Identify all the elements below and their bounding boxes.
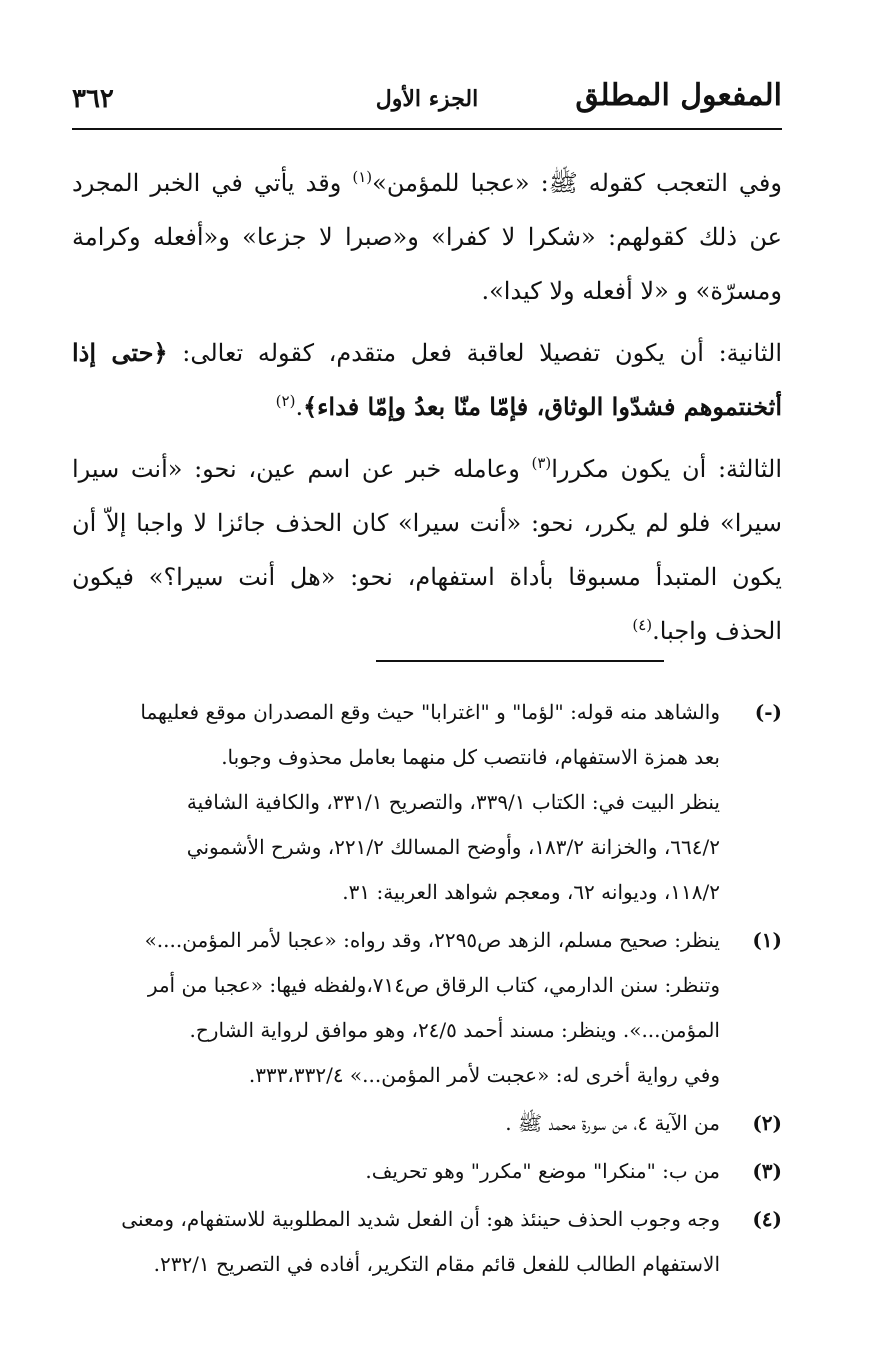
- footnote-line: ١١٨/٢، وديوانه ٦٢، ومعجم شواهد العربية: ٣١.: [342, 880, 720, 904]
- footnote-text: [72, 690, 720, 915]
- footnote-text: [72, 1197, 720, 1287]
- p2-text-b: .: [295, 393, 304, 421]
- footnote-ref-1: (١): [352, 168, 373, 186]
- footnote-item: [72, 690, 782, 915]
- footnote-item: [72, 1197, 782, 1287]
- footnote-ref-2: (٢): [275, 392, 296, 410]
- footnote-text: [72, 1101, 720, 1146]
- footnote-line: ينظر: صحيح مسلم، الزهد ص٢٢٩٥، وقد رواه: «عجبا لأمر المؤمن....»: [144, 928, 720, 952]
- paragraph-3: [72, 442, 782, 658]
- part-label: الجزء الأول: [375, 86, 479, 112]
- page-header: [72, 72, 782, 122]
- footnote-line: وتنظر: سنن الدارمي، كتاب الرقاق ص٧١٤،ولفظه فيها: «عجبا من أمر: [147, 973, 720, 997]
- p1-text-a: وفي التعجب كقوله ﷺ: «عجبا للمؤمن»: [372, 169, 782, 197]
- footnotes: [72, 690, 782, 1290]
- footnote-item: [72, 1101, 782, 1146]
- page-number: ٣٦٢: [72, 84, 114, 114]
- paragraph-1: [72, 156, 782, 318]
- p3-text-b: وعامله خبر عن اسم عين، نحو: «أنت سيرا سيرا» فلو لم يكرر، نحو: «أنت سيرا» كان الحذف جائزا لا واجبا إلاّ أن يكون المتبدأ مسبوقا بأداة استفهام، نحو: «هل أنت سيرا؟» فيكون الحذف واجبا.: [72, 455, 782, 645]
- footnote-item: [72, 918, 782, 1098]
- book-title: المفعول المطلق: [575, 78, 782, 113]
- footnote-line: ينظر البيت في: الكتاب ٣٣٩/١، والتصريح ٣٣١/١، والكافية الشافية: [186, 790, 720, 814]
- footnote-mark: (٢): [752, 1111, 782, 1135]
- footnote-line: الاستفهام الطالب للفعل قائم مقام التكرير، أفاده في التصريح ٢٣٢/١.: [153, 1252, 720, 1276]
- p1-text-b: وقد يأتي في الخبر المجرد عن ذلك كقولهم: «شكرا لا كفرا» و«صبرا لا جزعا» و«أفعله وكرامة ومسرّة» و «لا أفعله ولا كيدا».: [72, 169, 782, 305]
- footnote-line: وجه وجوب الحذف حينئذ هو: أن الفعل شديد المطلوبية للاستفهام، ومعنى: [121, 1207, 720, 1231]
- p2-text-a: الثانية: أن يكون تفصيلا لعاقبة فعل متقدم، كقوله تعالى:: [167, 339, 782, 367]
- footnote-line: من الآية ٤، من سورة محمد ﷺ .: [505, 1111, 720, 1135]
- footnote-mark: (٣): [752, 1159, 782, 1183]
- footnote-line: بعد همزة الاستفهام، فانتصب كل منهما بعامل محذوف وجوبا.: [221, 745, 720, 769]
- footnote-mark: (١): [752, 928, 782, 952]
- footnote-line: المؤمن...». وينظر: مسند أحمد ٢٤/٥، وهو موافق لرواية الشارح.: [189, 1018, 720, 1042]
- header-rule: [72, 128, 782, 130]
- footnote-separator: [376, 660, 664, 662]
- footnote-ref-4: (٤): [632, 616, 653, 634]
- footnote-line: من ب: "منكرا" موضع "مكرر" وهو تحريف.: [365, 1159, 720, 1183]
- main-text: [72, 156, 782, 666]
- footnote-item: [72, 1149, 782, 1194]
- footnote-line: والشاهد منه قوله: "لؤما" و "اغترابا" حيث وقع المصدران موقع فعليهما: [140, 700, 720, 724]
- footnote-ref-3: (٣): [531, 454, 552, 472]
- footnote-text: [72, 1149, 720, 1194]
- footnote-line: ٦٦٤/٢، والخزانة ١٨٣/٢، وأوضح المسالك ٢٢١/٢، وشرح الأشموني: [186, 835, 720, 859]
- footnote-mark: (-): [754, 700, 782, 724]
- footnote-mark: (٤): [752, 1207, 782, 1231]
- footnote-line: وفي رواية أخرى له: «عجبت لأمر المؤمن...» ٣٣٣،٣٣٢/٤.: [248, 1063, 720, 1087]
- paragraph-2: [72, 326, 782, 434]
- p3-text-a: الثالثة: أن يكون مكررا: [551, 455, 782, 483]
- footnote-text: [72, 918, 720, 1098]
- quran-verse: ﴿حتى إذا أثخنتموهم فشدّوا الوثاق، فإمّا منّا بعدُ وإمّا فداء﴾: [72, 338, 782, 421]
